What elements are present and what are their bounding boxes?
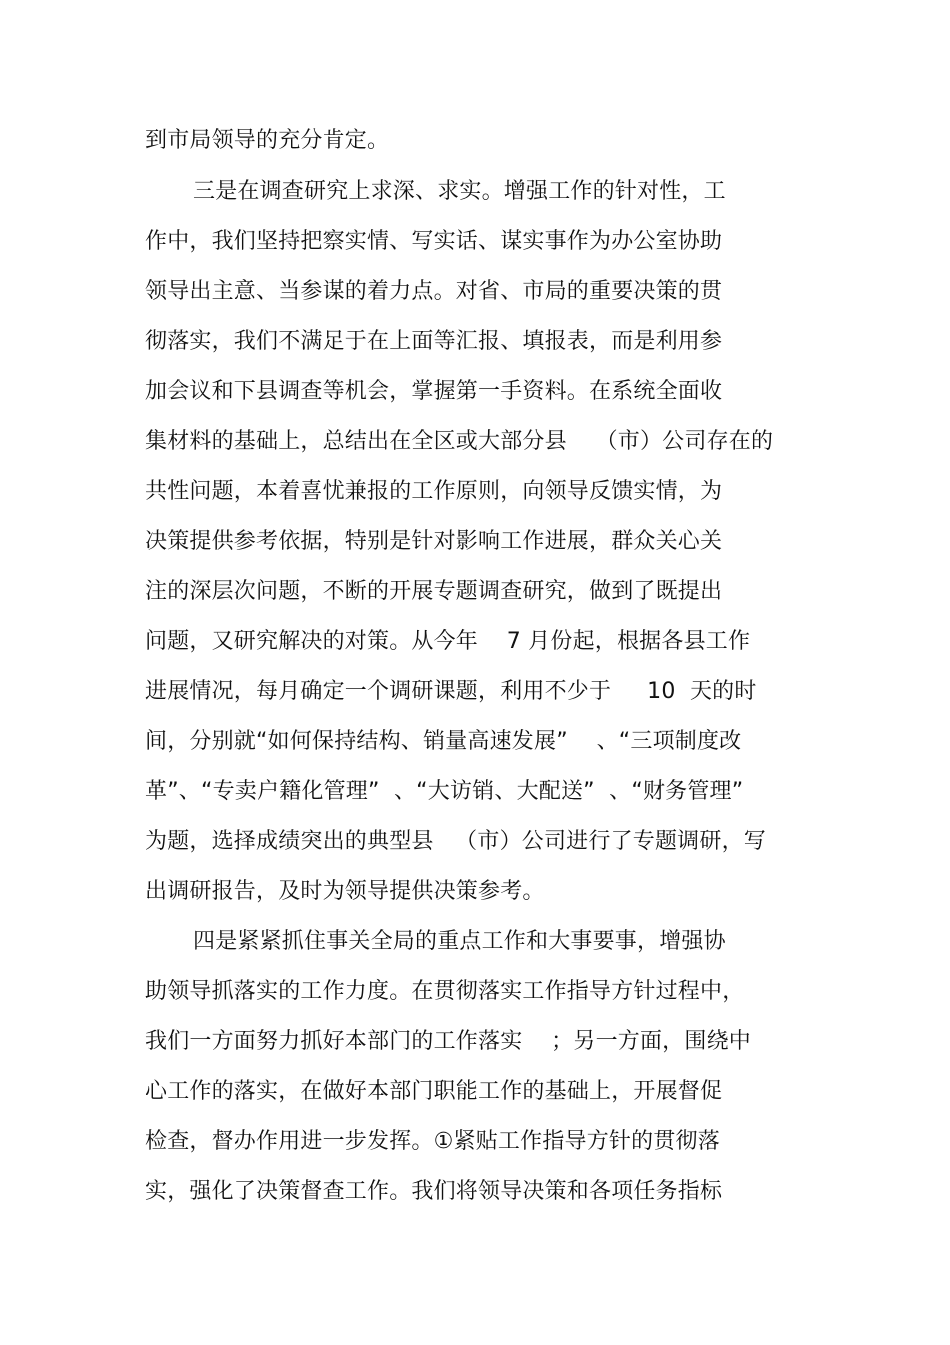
text-line: 间，分别就“如何保持结构、销量高速发展” 、“三项制度改 [145, 729, 742, 754]
text-line: 进展情况，每月确定一个调研课题，利用不少于 10 天的时 [145, 679, 757, 704]
text-line: 注的深层次问题，不断的开展专题调查研究，做到了既提出 [145, 579, 723, 604]
paragraph-start-line: 三是在调查研究上求深、求实。增强工作的针对性，工 [193, 179, 726, 204]
text-line: 出调研报告，及时为领导提供决策参考。 [145, 879, 545, 904]
text-line: 心工作的落实，在做好本部门职能工作的基础上，开展督促 [145, 1079, 723, 1104]
text-line: 检查，督办作用进一步发挥。①紧贴工作指导方针的贯彻落 [145, 1129, 720, 1154]
text-line: 到市局领导的充分肯定。 [145, 128, 390, 153]
text-line: 实，强化了决策督查工作。我们将领导决策和各项任务指标 [145, 1179, 723, 1204]
text-line: 助领导抓落实的工作力度。在贯彻落实工作指导方针过程中， [145, 979, 745, 1004]
text-line: 为题，选择成绩突出的典型县 （市）公司进行了专题调研，写 [145, 829, 766, 854]
text-line: 作中，我们坚持把察实情、写实话、谋实事作为办公室协助 [145, 229, 723, 254]
text-line: 集材料的基础上，总结出在全区或大部分县 （市）公司存在的 [145, 429, 774, 454]
paragraph-start-line: 四是紧紧抓住事关全局的重点工作和大事要事，增强协 [193, 929, 726, 954]
text-line: 共性问题，本着喜忧兼报的工作原则，向领导反馈实情，为 [145, 479, 723, 504]
text-line: 彻落实，我们不满足于在上面等汇报、填报表，而是利用参 [145, 329, 723, 354]
text-line: 领导出主意、当参谋的着力点。对省、市局的重要决策的贯 [145, 279, 723, 304]
text-line: 决策提供参考依据，特别是针对影响工作进展，群众关心关 [145, 529, 723, 554]
text-line: 加会议和下县调查等机会，掌握第一手资料。在系统全面收 [145, 379, 723, 404]
text-line: 革”、“专卖户籍化管理” 、“大访销、大配送” 、“财务管理” [145, 779, 744, 804]
text-line: 问题，又研究解决的对策。从今年 7 月份起，根据各县工作 [145, 629, 751, 654]
text-line: 我们一方面努力抓好本部门的工作落实 ；另一方面，围绕中 [145, 1029, 751, 1054]
